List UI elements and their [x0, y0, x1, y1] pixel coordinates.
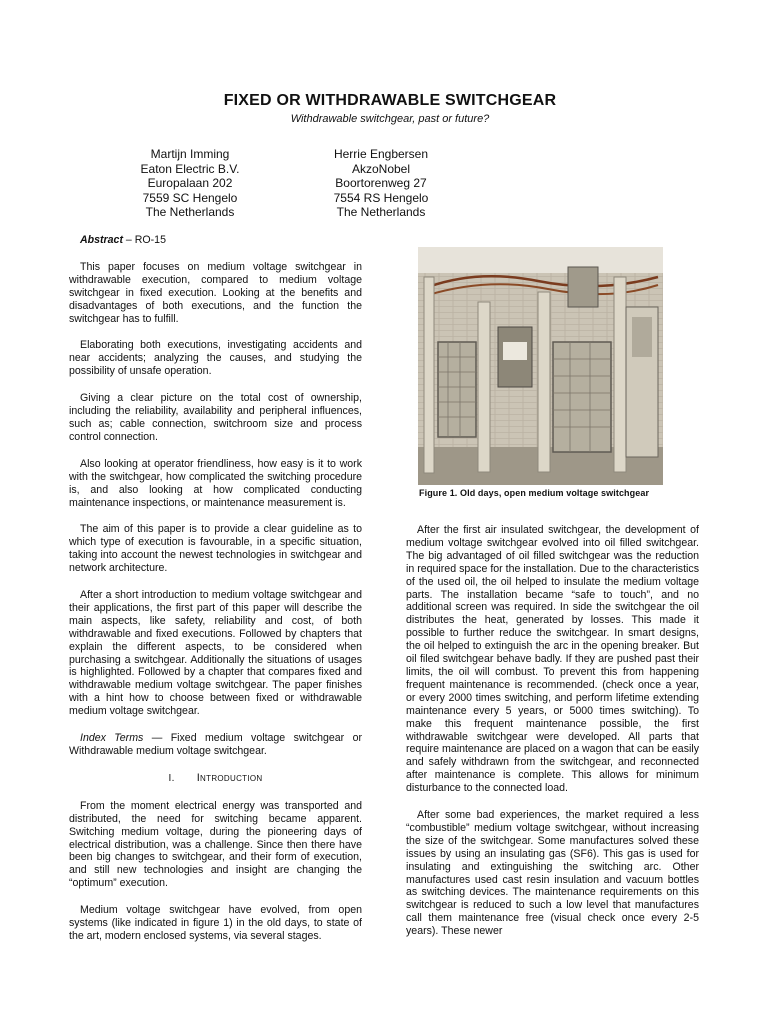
body-paragraph: This paper focuses on medium voltage switchgear in withdrawable execution, compared to medium voltage switchgear in fixed execution. Looking at the benefits and disadvantages of both executions, and the function the switchgear has to fulfill.: [69, 260, 362, 325]
section-heading: [69, 772, 362, 786]
abstract-code: – RO-15: [122, 234, 166, 246]
body-paragraph: Giving a clear picture on the total cost of ownership, including the reliability, availability and peripheral influences, such as; cable connection, switchroom size and process control connection.: [69, 392, 362, 443]
figure-caption: Figure 1. Old days, open medium voltage switchgear: [419, 488, 650, 498]
author-name: Martijn Imming: [150, 147, 230, 161]
author-city: 7554 RS Hengelo: [333, 190, 429, 205]
author-city: 7559 SC Hengelo: [142, 190, 238, 205]
body-paragraph: After the first air insulated switchgear, the development of medium voltage switchgear evolved into oil filled switchgear. The big advantaged of oil filled switchgear was the reduction in required space for the installation. Due to the characteristics of the used oil, the oil helped to insulate the medium voltage parts. The installation became “safe to touch”, and no additional screen was required. In side the switchgear the oil distributes the heat, generated by losses. This made it possible to further reduce the switchgear. In smart designs, the oil helped to extinguish the arc in the opening breaker. But oil filed switchgear behave badly. If they are pushed past their limits, the oil will combust. To prevent this from happening frequent maintenance is recommended. (check once a year, or every 2000 times switching, and perform lifetime extending maintenance every 5 years, or 5000 times switching). To make this frequent maintenance possible, the first withdrawable switchgear were developed. All parts that require maintenance are placed on a wagon that can be easily and safely withdrawn from the switchgear, and reconnected after maintenance is complete. This allows for minimum disturbance to the connected load.: [406, 524, 699, 795]
author-country: The Netherlands: [336, 205, 426, 220]
body-paragraph: Medium voltage switchgear have evolved, from open systems (like indicated in figure 1) in the old days, to state of the art, modern enclosed systems, via several stages.: [69, 904, 362, 942]
abstract-label: Abstract: [80, 234, 123, 246]
paper-title: FIXED OR WITHDRAWABLE SWITCHGEAR: [223, 92, 557, 109]
body-paragraph: After a short introduction to medium voltage switchgear and their applications, the first part of this paper will describe the main aspects, like safety, reliability and cost, of both withdrawable and fixed executions. Followed by chapters that explain the different aspects, to be considered when purchasing a switchgear. Additionally the situations of usages is highlighted. Followed by a chapter that compares fixed and withdrawable medium voltage switchgear. The paper finishes with a hint how to choose between fixed or withdrawable medium voltage switchgear.: [69, 589, 362, 718]
left-column: [69, 234, 362, 957]
body-paragraph: Also looking at operator friendliness, how easy is it to work with the switchgear, how complicated the switching procedure is, and also looking at how complicated conducting maintenance inspections, or maintenance measurement is.: [69, 457, 362, 509]
author-name: Herrie Engbersen: [333, 147, 429, 161]
paper-subtitle: Withdrawable switchgear, past or future?: [290, 113, 490, 125]
right-column: [406, 524, 699, 952]
body-paragraph: After some bad experiences, the market required a less “combustible” medium voltage switchgear, without increasing the size of the switchgear. Some manufactures solved these issues by using an insulating gas (SF6). This gas is used for insulating and extinguishing the switching arc. Other manufactures used cast resin insulation and vacuum bottles as switching devices. The maintenance requirements on this switchgear is reduced to such a low level that manufactures call them maintenance free (visual check once every 2-5 years). These newer: [406, 809, 699, 938]
author-block-2: [281, 147, 481, 220]
section-number: I.: [168, 772, 175, 784]
abstract-heading: [69, 234, 362, 247]
body-paragraph: Elaborating both executions, investigating accidents and near accidents; analyzing the causes, and studying the possibility of unsafe operation.: [69, 339, 362, 378]
switchgear-photo-illustration: [418, 247, 663, 485]
author-company: AkzoNobel: [351, 161, 411, 176]
author-block-1: [90, 147, 290, 220]
index-terms-label: Index Terms: [80, 732, 144, 745]
figure-photo: [418, 247, 663, 485]
index-terms: [69, 732, 362, 758]
author-street: Boortorenweg 27: [335, 176, 427, 191]
section-title: Introduction: [196, 771, 263, 784]
body-paragraph: The aim of this paper is to provide a clear guideline as to which type of execution is favourable, in a specific situation, taking into account the newest technologies in switchgear and network architecture.: [69, 523, 362, 575]
author-country: The Netherlands: [145, 205, 235, 220]
author-street: Europalaan 202: [147, 176, 233, 191]
index-terms-text: — Fixed medium voltage switchgear or Withdrawable medium voltage switchgear.: [69, 732, 362, 757]
author-company: Eaton Electric B.V.: [140, 161, 240, 176]
body-paragraph: From the moment electrical energy was transported and distributed, the need for switching became apparent. Switching medium voltage, during the pioneering days of electrical distribution, was a challenge. Since then there have been big changes to switchgear, and their form of execution, and still new technologies and insight are changing the “optimum” execution.: [69, 799, 362, 890]
